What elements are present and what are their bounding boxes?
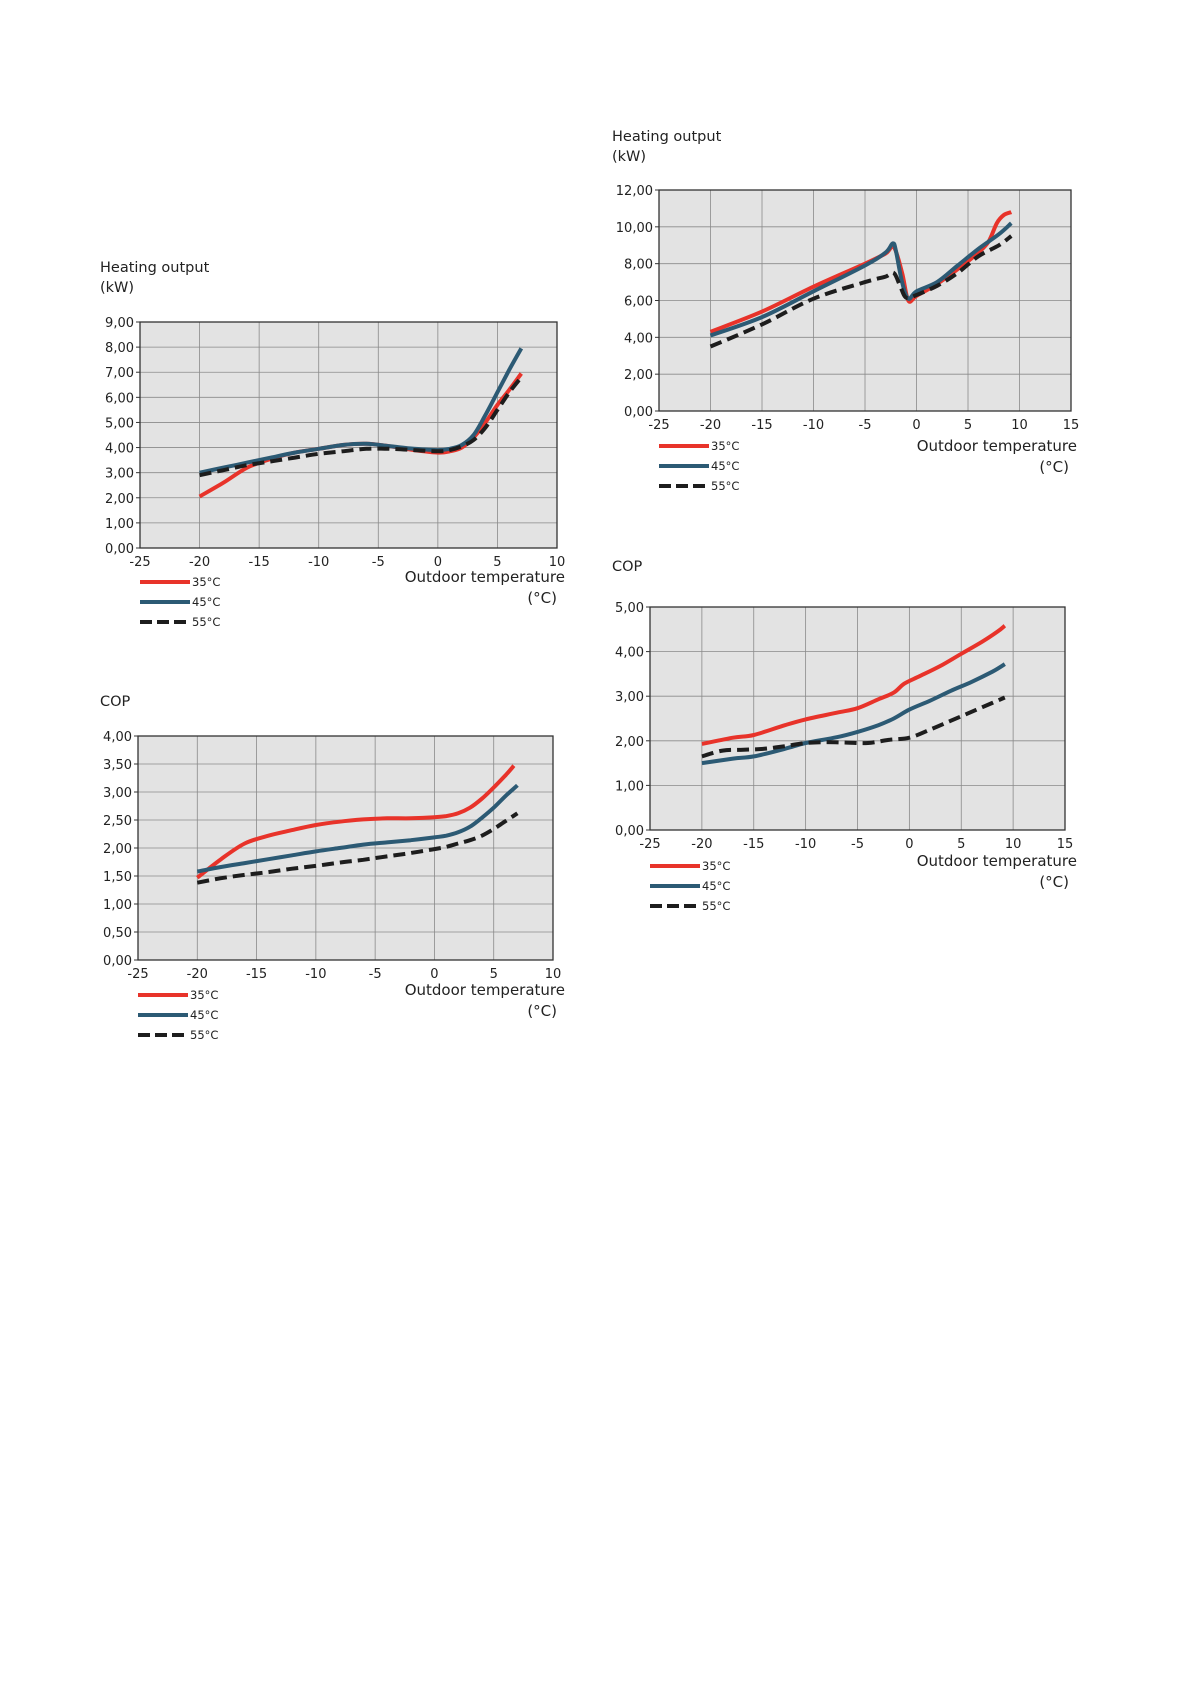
legend-label: 55°C: [190, 1028, 219, 1042]
legend-label: 35°C: [190, 988, 219, 1002]
y-tick-label: 4,00: [615, 645, 644, 661]
x-axis-label: Outdoor temperature: [916, 437, 1077, 455]
series-line-45c: [711, 223, 1012, 335]
plot-frame: [650, 607, 1065, 830]
x-tick-label: -15: [743, 837, 765, 852]
plot-frame: [140, 322, 557, 548]
y-axis-label: COP: [100, 694, 131, 710]
x-axis-label: Outdoor temperature: [404, 981, 565, 999]
legend-label: 35°C: [702, 859, 731, 873]
series-line-55c: [711, 236, 1012, 347]
y-tick-label: 8,00: [624, 257, 653, 273]
y-axis-label: (kW): [612, 149, 647, 165]
series-line-35c: [197, 766, 514, 878]
y-tick-label: 3,00: [103, 786, 132, 801]
y-tick-label: 12,00: [615, 184, 653, 199]
y-tick-label: 5,00: [615, 601, 644, 616]
x-tick-label: 10: [544, 967, 562, 982]
x-tick-label: -20: [186, 967, 208, 982]
y-tick-label: 3,00: [615, 690, 644, 706]
y-tick-label: 1,50: [103, 870, 132, 885]
y-tick-label: 2,00: [103, 842, 132, 857]
x-tick-label: -15: [751, 418, 773, 433]
y-tick-label: 2,50: [103, 814, 132, 829]
legend-label: 45°C: [702, 879, 731, 893]
plot-frame: [138, 736, 553, 960]
series-line-45c: [197, 785, 517, 871]
x-axis-unit: (°C): [1039, 873, 1069, 891]
x-tick-label: 0: [430, 967, 439, 982]
legend-label: 55°C: [192, 615, 221, 629]
plot-area: [659, 190, 1071, 411]
legend-label: 45°C: [190, 1008, 219, 1022]
y-tick-label: 3,00: [105, 466, 134, 482]
y-tick-label: 7,00: [105, 366, 134, 382]
plot-area: [138, 736, 553, 960]
series-line-35c: [200, 374, 522, 497]
y-tick-label: 0,00: [624, 405, 653, 420]
plot-area: [140, 322, 557, 548]
x-tick-label: 10: [1011, 418, 1028, 433]
x-tick-label: -25: [127, 967, 149, 982]
x-tick-label: -10: [795, 837, 817, 852]
y-tick-label: 2,00: [624, 368, 653, 384]
x-tick-label: -25: [129, 555, 151, 570]
x-axis-unit: (°C): [1039, 458, 1069, 476]
y-axis-label: Heating output: [612, 129, 722, 145]
x-axis-label: Outdoor temperature: [404, 568, 565, 586]
series-line-35c: [711, 212, 1012, 332]
x-tick-label: 0: [905, 837, 914, 852]
y-tick-label: 6,00: [624, 294, 653, 310]
x-tick-label: 0: [912, 418, 921, 433]
x-tick-label: 5: [963, 418, 973, 433]
x-tick-label: -25: [648, 418, 670, 433]
y-tick-label: 0,50: [103, 926, 132, 941]
x-tick-label: -20: [691, 837, 713, 852]
y-tick-label: 1,00: [103, 898, 132, 913]
x-tick-label: -5: [851, 837, 864, 852]
y-tick-label: 8,00: [105, 341, 134, 357]
y-tick-label: 6,00: [105, 391, 134, 407]
x-tick-label: 5: [493, 555, 502, 570]
y-tick-label: 1,00: [615, 779, 644, 795]
series-line-45c: [200, 348, 522, 472]
series-line-35c: [702, 626, 1005, 744]
y-axis-label: Heating output: [100, 260, 210, 276]
x-tick-label: -10: [308, 555, 330, 570]
y-tick-label: 0,00: [615, 824, 644, 839]
plot-frame: [659, 190, 1071, 411]
x-tick-label: -5: [368, 967, 382, 982]
x-tick-label: 10: [548, 555, 566, 570]
series-line-55c: [200, 377, 522, 475]
x-tick-label: 10: [1004, 837, 1022, 852]
x-tick-label: 15: [1062, 418, 1080, 433]
y-tick-label: 2,00: [615, 734, 644, 750]
series-line-45c: [702, 664, 1005, 763]
plot-area: [650, 607, 1065, 830]
x-tick-label: -5: [858, 418, 872, 433]
x-tick-label: 0: [433, 555, 442, 570]
legend-label: 35°C: [711, 439, 740, 453]
x-tick-label: -20: [188, 555, 211, 570]
x-tick-label: -10: [305, 967, 327, 982]
legend-label: 55°C: [711, 479, 740, 493]
x-tick-label: -10: [802, 418, 825, 433]
legend-label: 45°C: [711, 459, 740, 473]
y-tick-label: 2,00: [105, 491, 134, 507]
y-axis-label: COP: [612, 559, 643, 575]
y-tick-label: 1,00: [105, 516, 134, 532]
y-tick-label: 0,00: [105, 542, 134, 557]
x-axis-unit: (°C): [527, 589, 557, 607]
y-tick-label: 3,50: [103, 758, 132, 773]
x-tick-label: -5: [371, 555, 385, 570]
y-tick-label: 4,00: [624, 331, 653, 347]
y-tick-label: 5,00: [105, 416, 134, 432]
y-tick-label: 10,00: [615, 220, 653, 236]
x-tick-label: -15: [245, 967, 268, 982]
y-tick-label: 9,00: [105, 316, 134, 331]
x-axis-unit: (°C): [527, 1002, 557, 1020]
legend-label: 55°C: [702, 899, 731, 913]
y-tick-label: 0,00: [103, 954, 132, 969]
legend-label: 35°C: [192, 575, 221, 589]
x-tick-label: -20: [699, 418, 722, 433]
x-tick-label: -25: [639, 837, 661, 852]
legend-label: 45°C: [192, 595, 221, 609]
y-tick-label: 4,00: [103, 730, 132, 745]
x-tick-label: 15: [1056, 837, 1074, 852]
series-line-55c: [702, 698, 1005, 757]
y-axis-label: (kW): [100, 280, 135, 296]
x-tick-label: -15: [248, 555, 270, 570]
x-axis-label: Outdoor temperature: [916, 852, 1077, 870]
y-tick-label: 4,00: [105, 441, 134, 457]
x-tick-label: 5: [489, 967, 498, 982]
series-line-55c: [197, 813, 517, 882]
x-tick-label: 5: [957, 837, 966, 852]
